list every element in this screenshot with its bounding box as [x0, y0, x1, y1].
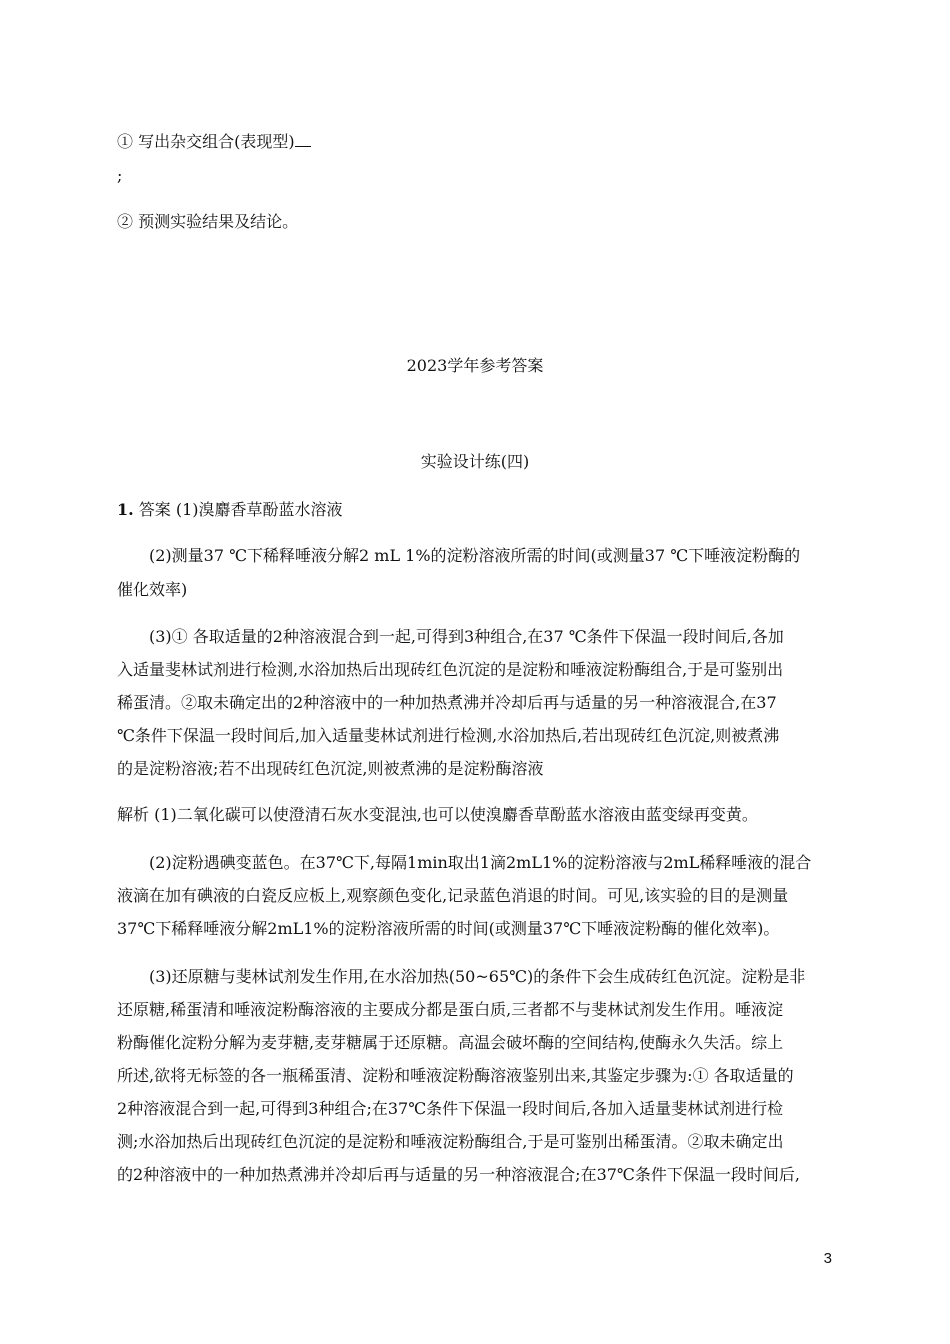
- question-item-1-text: ① 写出杂交组合(表现型): [117, 132, 295, 151]
- question-item-2: ② 预测实验结果及结论。: [117, 212, 299, 231]
- analysis-p3-line: 2种溶液混合到一起,可得到3种组合;在37℃条件下保温一段时间后,各加入适量斐林试剂进行检: [117, 1099, 784, 1118]
- analysis-p3-line: 还原糖,稀蛋清和唾液淀粉酶溶液的主要成分都是蛋白质,三者都不与斐林试剂发生作用。唾液淀: [117, 1000, 784, 1019]
- page-number: 3: [823, 1250, 832, 1267]
- answer-number: 1.: [117, 500, 134, 519]
- answer-header: 2023学年参考答案: [406, 356, 544, 375]
- analysis-p3-line: 粉酶催化淀粉分解为麦芽糖,麦芽糖属于还原糖。高温会破坏酶的空间结构,使酶永久失活。综上: [117, 1033, 784, 1052]
- section-title: 实验设计练(四): [420, 452, 530, 471]
- analysis-p3-line: 所述,欲将无标签的各一瓶稀蛋清、淀粉和唾液淀粉酶溶液鉴别出来,其鉴定步骤为:① 各取适量的: [117, 1066, 794, 1085]
- question-item-1: [117, 132, 311, 152]
- answer-1-p3-line: (3)① 各取适量的2种溶液混合到一起,可得到3种组合,在37 ℃条件下保温一段时间后,各加: [149, 627, 784, 646]
- analysis-p2-line: 37℃下稀释唾液分解2mL1%的淀粉溶液所需的时间(或测量37℃下唾液淀粉酶的催化效率)。: [117, 919, 780, 938]
- question-item-1-tail: ;: [117, 166, 123, 185]
- analysis-p1: 解析 (1)二氧化碳可以使澄清石灰水变混浊,也可以使溴麝香草酚蓝水溶液由蓝变绿再变黄。: [117, 805, 758, 824]
- answer-1-p3-line: ℃条件下保温一段时间后,加入适量斐林试剂进行检测,水浴加热后,若出现砖红色沉淀,则被煮沸: [117, 726, 780, 745]
- analysis-p3-line: (3)还原糖与斐林试剂发生作用,在水浴加热(50~65℃)的条件下会生成砖红色沉淀。淀粉是非: [149, 967, 806, 986]
- analysis-p3-line: 的2种溶液中的一种加热煮沸并冷却后再与适量的另一种溶液混合;在37℃条件下保温一段时间后,: [117, 1165, 800, 1184]
- analysis-p2-line: (2)淀粉遇碘变蓝色。在37℃下,每隔1min取出1滴2mL1%的淀粉溶液与2mL稀释唾液的混合: [149, 853, 812, 872]
- answer-1-p2-line: (2)测量37 ℃下稀释唾液分解2 mL 1%的淀粉溶液所需的时间(或测量37 ℃下唾液淀粉酶的: [149, 546, 801, 565]
- answer-1-p3-line: 的是淀粉溶液;若不出现砖红色沉淀,则被煮沸的是淀粉酶溶液: [117, 759, 544, 778]
- analysis-p2-line: 液滴在加有碘液的白瓷反应板上,观察颜色变化,记录蓝色消退的时间。可见,该实验的目的是测量: [117, 886, 789, 905]
- answer-1-label: 答案 (1)溴麝香草酚蓝水溶液: [138, 500, 343, 519]
- answer-blank: [295, 132, 311, 147]
- answer-1-p3-line: 稀蛋清。②取未确定出的2种溶液中的一种加热煮沸并冷却后再与适量的另一种溶液混合,在37: [117, 693, 777, 712]
- answer-1-p2-line: 催化效率): [117, 580, 188, 599]
- answer-1-line: [117, 500, 343, 520]
- analysis-p3-line: 测;水浴加热后出现砖红色沉淀的是淀粉和唾液淀粉酶组合,于是可鉴别出稀蛋清。②取未确定出: [117, 1132, 784, 1151]
- answer-1-p3-line: 入适量斐林试剂进行检测,水浴加热后出现砖红色沉淀的是淀粉和唾液淀粉酶组合,于是可鉴别出: [117, 660, 784, 679]
